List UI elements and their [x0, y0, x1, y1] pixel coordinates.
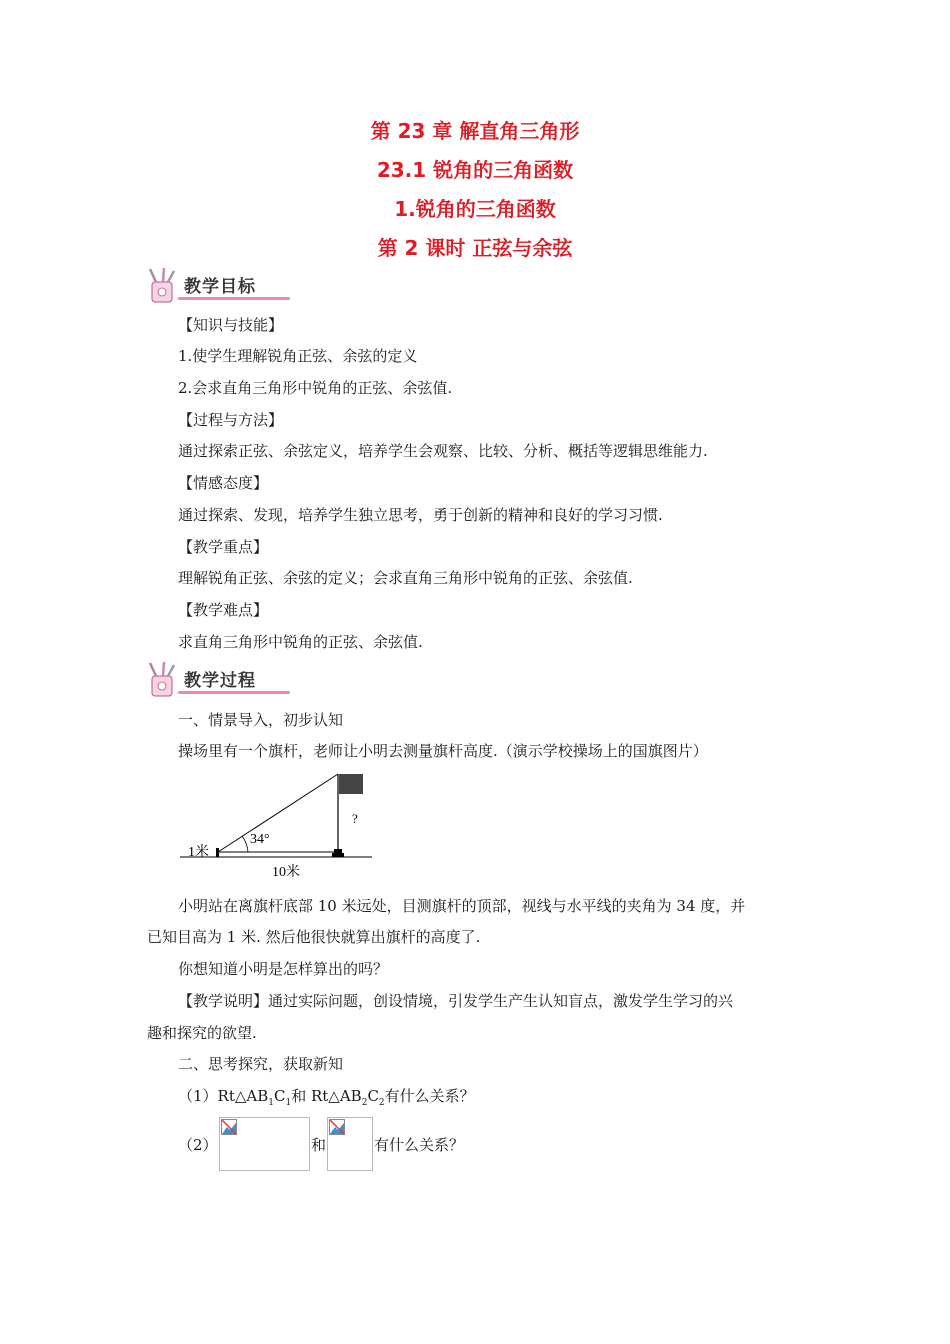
key-text: 理解锐角正弦、余弦的定义；会求直角三角形中锐角的正弦、余弦值. — [178, 569, 633, 587]
scenario-line-1: 小明站在离旗杆底部 10 米远处，目测旗杆的顶部，视线与水平线的夹角为 34 度，并 — [178, 897, 746, 915]
knowledge-item-1: 1.使学生理解锐角正弦、余弦的定义 — [178, 347, 418, 365]
knowledge-item-2: 2.会求直角三角形中锐角的正弦、余弦值. — [178, 379, 453, 397]
teaching-goals-badge — [144, 266, 294, 304]
key-heading: 【教学重点】 — [178, 538, 269, 556]
flagpole-diagram — [180, 768, 380, 883]
badge-underline — [178, 691, 290, 694]
difficulty-text: 求直角三角形中锐角的正弦、余弦值. — [178, 633, 423, 651]
teaching-process-badge — [144, 660, 294, 698]
badge-label: 教学过程 — [184, 671, 256, 691]
formula-image-2 — [327, 1117, 373, 1171]
scenario-question: 你想知道小明是怎样算出的吗？ — [178, 960, 389, 978]
process-text: 通过探索正弦、余弦定义，培养学生会观察、比较、分析、概括等逻辑思维能力. — [178, 442, 708, 460]
subsection-title: 1.锐角的三角函数 — [394, 197, 556, 221]
teaching-note-line-1: 【教学说明】通过实际问题，创设情境，引发学生产生认知盲点，激发学生学习的兴 — [178, 992, 734, 1010]
knowledge-heading: 【知识与技能】 — [178, 316, 284, 334]
pencil-cup-icon — [144, 660, 182, 698]
chapter-title: 第 23 章 解直角三角形 — [370, 119, 580, 143]
angle-label: 34° — [250, 832, 270, 847]
step2-heading: 二、思考探究，获取新知 — [178, 1055, 344, 1073]
lesson-title: 第 2 课时 正弦与余弦 — [377, 236, 573, 260]
question-2-and: 和 — [311, 1136, 327, 1154]
pencil-cup-icon — [144, 266, 182, 304]
emotion-heading: 【情感态度】 — [178, 474, 269, 492]
teaching-note-line-2: 趣和探究的欲望. — [147, 1024, 257, 1042]
flagpole-base — [332, 849, 344, 857]
badge-label: 教学目标 — [184, 277, 256, 297]
angle-arc — [242, 836, 248, 852]
emotion-text: 通过探索、发现，培养学生独立思考，勇于创新的精神和良好的学习习惯. — [178, 506, 663, 524]
scenario-line-2: 已知目高为 1 米. 然后他很快就算出旗杆的高度了. — [147, 928, 481, 946]
broken-image-icon — [221, 1119, 237, 1135]
step1-text: 操场里有一个旗杆，老师让小明去测量旗杆高度.（演示学校操场上的国旗图片） — [178, 742, 708, 760]
unknown-height-label: ? — [352, 811, 358, 826]
step1-heading: 一、情景导入，初步认知 — [178, 711, 344, 729]
distance-label: 10米 — [272, 865, 300, 880]
process-heading: 【过程与方法】 — [178, 411, 284, 429]
observer-mark — [216, 848, 219, 857]
formula-image-1 — [219, 1117, 310, 1171]
question-2-suffix: 有什么关系？ — [374, 1136, 465, 1154]
broken-image-icon — [329, 1119, 345, 1135]
flag — [339, 774, 363, 794]
difficulty-heading: 【教学难点】 — [178, 601, 269, 619]
eye-height-label: 1米 — [188, 845, 209, 860]
question-1: $(1)Rt\triangle AB_1C_1$和 $Rt\triangle AB_2C_2$有什么关系？ — [178, 1087, 475, 1108]
badge-underline — [178, 297, 290, 300]
section-title: 23.1 锐角的三角函数 — [376, 158, 574, 182]
question-2-prefix: （2） — [178, 1136, 218, 1154]
title-block — [0, 112, 950, 268]
sight-line — [218, 774, 338, 852]
